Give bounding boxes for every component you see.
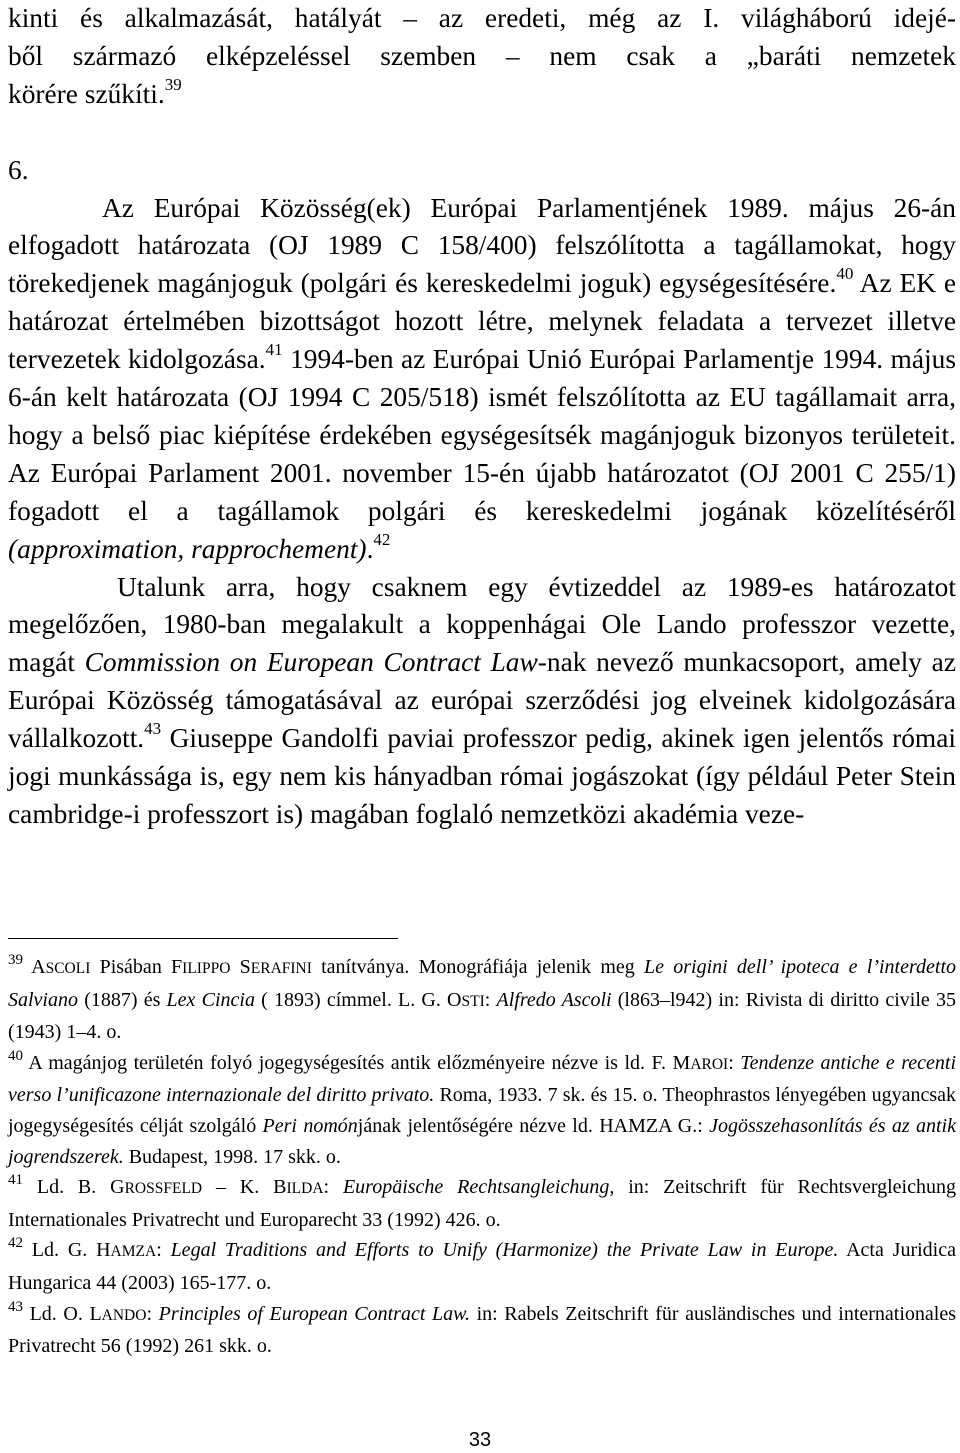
text-run: Az Európai Közösség(ek) Európai Parlamentjének 1989. május 26-án elfogadott határozata (OJ 1989 C 158/400) felszólította a tagállamokat, hogy törekedjenek magánjoguk (polgári és kereskedelmi joguk) egységesítésére. [8,192,956,299]
text-run: -nak nevező munkacsoport, amely az Európai Közösség támogatásával az európai szerződési jog elveinek kidolgozására vállalkozott. [8,647,956,754]
text-run: A magánjog területén folyó jogegységesítés antik előzményeire nézve is ld. F. [23,1051,673,1074]
footnote-40 [8,1048,956,1172]
footnote-ref-42: 42 [373,529,391,549]
smallcaps-run: STI [461,992,485,1010]
footnote-42 [8,1235,956,1298]
text-run [230,956,239,978]
text-run: . [366,533,374,564]
text-run: M [672,1051,691,1074]
section-number [8,152,956,190]
text-run: H [96,1239,111,1262]
footnote-separator [8,938,398,939]
text-run: Az EK e határozat értelmében bizottságot hozott létre, melynek feladata a tervezet illetve tervezetek kidolgozása. [8,268,957,375]
italic-term: (approximation, rapprochement) [8,533,367,564]
text-run: : [484,988,497,1011]
italic-run: Alfredo Ascoli [496,988,612,1011]
main-text [8,0,956,834]
text-run: L [89,1302,102,1325]
italic-run: Europäische Rechtsangleichung, [342,1176,615,1199]
paragraph-continuation-2 [8,38,956,76]
text-run: tanítványa. Monográfiája jelenik meg [311,956,645,978]
text-run: Ld. O. [23,1302,90,1325]
text-run: (l863–l942) in: Rivista di diritto civile 35 (1943) 1–4. o. [8,988,956,1044]
paragraph-section-6 [8,190,956,569]
text-run: Utalunk arra, hogy csaknem egy évtizeddel az 1989-es határozatot megelőzően, 1980-ban megalakult a koppenhágai Ole Lando professzor vezette, magát [8,571,956,678]
text-run: in: Rabels Zeitschrift für ausländisches und internationales Privatrecht 56 (1992) 261 skk. o. [8,1302,957,1358]
footnote-number: 41 [8,1172,23,1189]
italic-run: Principles of European Contract Law. [158,1302,470,1325]
smallcaps-run: ILIPPO [182,960,231,977]
text-run: 1994-ben az Európai Unió Európai Parlamentje 1994. május 6-án kelt határozata (OJ 1994 C 205/518) ismét felszólította az EU tagállamait arra, hogy a belső piac kiépítése érdekében egységesítsék magánjoguk bizonyos területeit. Az Európai Parlament 2001. november 15-én újabb határozatot (OJ 2001 C 255/1) fogadott el a tagállamok polgári és kereskedelmi jogának közelítéséről [8,344,956,526]
text-run: Budapest, 1998. 17 skk. o. [123,1145,341,1168]
text-run: B [273,1176,287,1199]
smallcaps-run: ANDO [101,1306,147,1324]
text-run: Acta Juridica Hungarica 44 (2003) 165-177. o. [8,1239,956,1294]
text-run: S [239,956,251,978]
paragraph-lando [8,569,956,834]
text-run: Ld. G. [23,1239,97,1262]
footnotes [8,952,956,1362]
text-run: Giuseppe Gandolfi paviai professzor pedig, akinek igen jelentős római jogi munkássága is, egy nem kis hányadban római jogászokat (így például Peter Stein cambridge-i professzort is) magában foglaló nemzetközi akadémia veze- [8,723,956,830]
footnote-41 [8,1172,956,1235]
text-run: : [156,1239,171,1262]
italic-term: Commission on European Contract Law [84,647,538,678]
text-run: Ld. B. [23,1176,111,1199]
italic-run: Lex Cincia [166,988,255,1011]
footnote-ref-39: 39 [164,74,182,94]
paragraph-continuation-3 [8,76,956,114]
smallcaps-run: AROI [690,1055,729,1073]
text-run: O [447,988,462,1011]
smallcaps-run: ROSSFELD [124,1180,203,1198]
text-run: Pisában [90,956,172,978]
footnote-ref-40: 40 [836,264,854,284]
smallcaps-run: ILDA [286,1180,324,1198]
text-run: (1887) és [78,988,167,1011]
text-line: ből származó elképzeléssel szemben – nem csak a „baráti nemzetek [8,40,956,71]
paragraph-continuation [8,0,956,38]
text-run: : [323,1176,343,1199]
text-run: jának jelentőségére nézve ld. HAMZA G.: [357,1114,710,1137]
text-run: – K. [202,1176,274,1199]
text-run: : [146,1302,159,1325]
italic-run: Legal Traditions and Efforts to Unify (Harmonize) the Private Law in Europe. [170,1239,839,1262]
text-run: G [110,1176,125,1199]
italic-run: Jogösszehasonlítás és az antik jogrendszerek. [8,1114,956,1168]
section-number-label: 6. [8,154,29,185]
text-run: ( 1893) címmel. L. G. [254,988,448,1011]
footnote-number: 42 [8,1235,23,1252]
italic-run: Peri nomón [262,1114,358,1137]
footnote-ref-43: 43 [144,719,162,739]
page-number: 33 [468,1429,492,1451]
footnote-39 [8,952,956,1048]
italic-run: Tendenze antiche e recenti verso l’unificazone internazionale del diritto privato. [8,1051,957,1107]
footnote-43 [8,1299,956,1362]
smallcaps-run: ERAFINI [250,960,312,977]
smallcaps-run: AMZA [110,1243,157,1261]
text-run: Roma, 1933. 7 sk. és 15. o. Theophrastos lényegében ugyancsak jogegységesítés célját szolgáló [8,1084,956,1137]
paragraph-gap [8,114,956,152]
footnote-number: 43 [8,1298,23,1315]
smallcaps-run: SCOLI [45,960,91,977]
text-run: F [171,956,183,978]
text-line: kinti és alkalmazását, hatályát – az eredeti, még az I. világháború idejé- [8,3,956,33]
text-run: A [31,956,46,978]
footnote-number: 39 [8,952,23,968]
text-run: : [728,1051,741,1074]
footnote-ref-41: 41 [265,340,283,360]
footnote-number: 40 [8,1047,23,1064]
text-run: in: Zeitschrift für Rechtsvergleichung Internationales Privatrecht und Europarecht 33 (1992) 426. o. [8,1176,956,1231]
text-line: körére szűkíti. [8,78,165,109]
italic-run: Le origini dell’ ipoteca e l’interdetto Salviano [8,956,957,1011]
